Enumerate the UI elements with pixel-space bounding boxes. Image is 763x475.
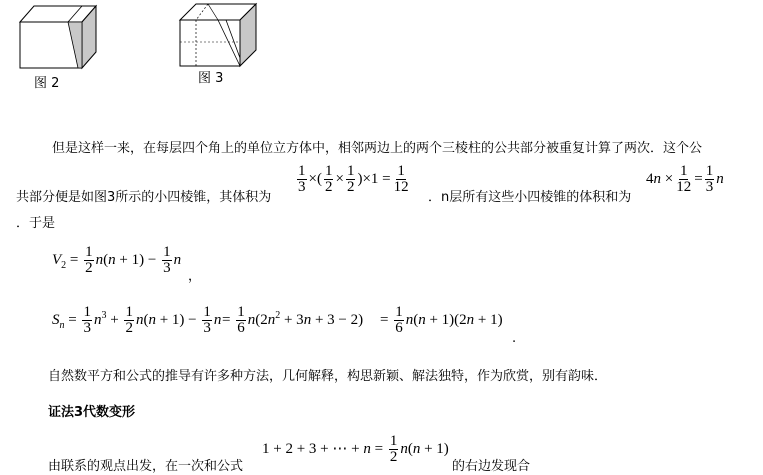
para1-line1: 但是这样一来，在每层四个角上的单位立方体中，相邻两边上的两个三棱柱的公共部分被重复计算了两次．这个公 xyxy=(52,141,703,156)
volume-equation: $\frac{1}{3}$ ×( $\frac{1}{2}$ × $\frac{1}{2}$ )×1 = $\frac{1}{12}$ xyxy=(298,163,409,195)
para1-line2-mid: ．n层所有这些小四棱锥的体积和为 xyxy=(428,190,632,205)
v2-comma: ， xyxy=(188,269,202,284)
para3-suffix: 的右边发现合 xyxy=(452,459,531,474)
para2: 自然数平方和公式的推导有许多种方法，几何解释，构思新颖、解法独特，作为欣赏，别有韵味． xyxy=(48,369,608,384)
linear-sum-formula: 1 + 2 + 3 + ⋯ + n = $\frac{1}{2}$ n(n + 1) xyxy=(262,433,449,465)
sn-equation-step3: = $\frac{1}{6}$ n(n + 1)(2n + 1) xyxy=(380,304,503,336)
v2-equation: $V_2$ = $\frac{1}{2}$ n(n + 1) − $\frac{1}{3}$ n xyxy=(52,244,182,276)
figure-2-cube xyxy=(18,4,98,70)
sn-period: . xyxy=(512,331,517,346)
sn-equation: $S_n$ = $\frac{1}{3}$ $n^3$ + $\frac{1}{2}$ n(n + 1) − $\frac{1}{3}$ n xyxy=(52,304,222,336)
para1-line2-prefix: 共部分便是如图3所示的小四棱锥，其体积为 xyxy=(16,190,272,205)
figure-2-caption: 图 2 xyxy=(34,76,60,91)
para3-prefix: 由联系的观点出发，在一次和公式 xyxy=(48,459,244,474)
figure-3-cube xyxy=(178,2,258,68)
para1-line3: ．于是 xyxy=(16,216,56,231)
sum-volume-equation: 4n × $\frac{1}{12}$ = $\frac{1}{3}$ n xyxy=(646,163,724,195)
proof3-title: 证法3代数变形 xyxy=(48,405,136,420)
sn-equation-step2: = $\frac{1}{6}$ $n(2n^2 + 3n + 3 - 2)$ xyxy=(222,304,364,336)
figure-3-caption: 图 3 xyxy=(198,71,224,86)
